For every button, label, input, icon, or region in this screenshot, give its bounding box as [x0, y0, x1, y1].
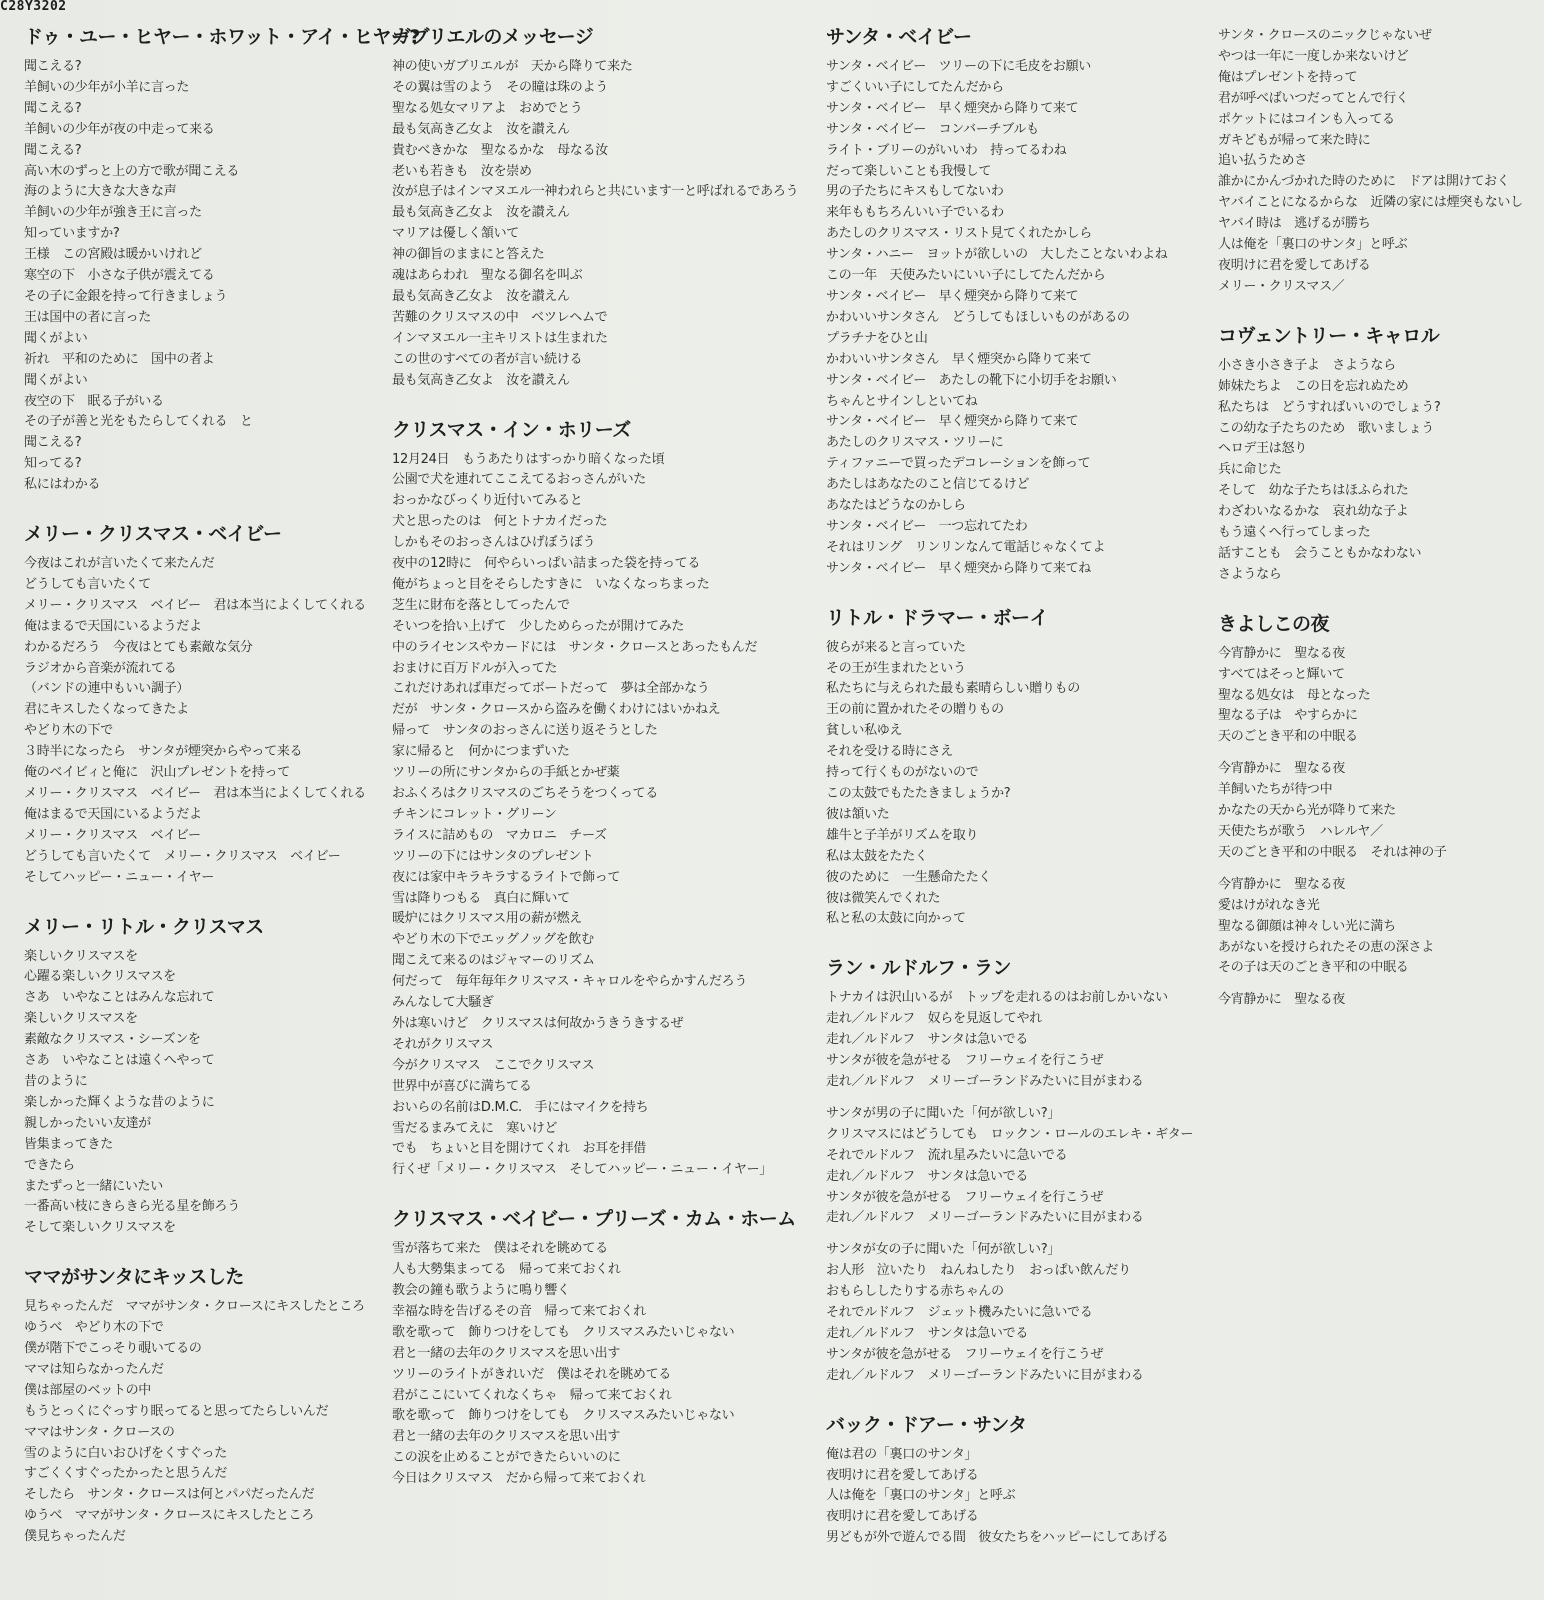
- lyric-line: ツリーのライトがきれいだ 僕はそれを眺めてる: [392, 1366, 672, 1382]
- lyric-line: ポケットにはコインも入ってる: [1218, 111, 1395, 127]
- song-block: [24, 1266, 384, 1548]
- lyric-line: もうとっくにぐっすり眠ってると思ってたらしいんだ: [24, 1403, 329, 1419]
- song-title: サンタ・ベイビー: [826, 26, 972, 48]
- lyric-line: （バンドの連中もいい調子）: [24, 681, 190, 697]
- lyric-line: 羊飼いの少年が夜の中走って来る: [24, 121, 215, 137]
- lyric-line: この涙を止めることができたらいいのに: [392, 1450, 621, 1466]
- song-block: [392, 419, 802, 1182]
- lyric-line: さあ いやなことはみんな忘れて: [24, 990, 215, 1006]
- lyric-line: 魂はあらわれ 聖なる御名を叫ぶ: [392, 268, 583, 284]
- lyric-line: 私たちは どうすればいいのでしょう?: [1218, 399, 1441, 415]
- lyric-line: ヤバイことになるからな 近隣の家には煙突もないし: [1218, 195, 1523, 211]
- lyrics-column-3: [826, 26, 1196, 1576]
- lyric-line: 追い払うためさ: [1218, 153, 1307, 169]
- lyric-line: 王の前に置かれたその贈りもの: [826, 702, 1004, 718]
- lyric-line: 楽しかった輝くような昔のように: [24, 1094, 215, 1110]
- lyric-line: 小さき小さき子よ さようなら: [1218, 357, 1396, 373]
- lyric-line: おもらししたりする赤ちゃんの: [826, 1284, 1004, 1300]
- lyric-lines: [826, 1445, 1196, 1550]
- lyric-line: サンタが彼を急がせる フリーウェイを行こうぜ: [826, 1189, 1104, 1205]
- lyric-lines: [24, 57, 384, 496]
- lyric-line: サンタが彼を急がせる フリーウェイを行こうぜ: [826, 1053, 1104, 1069]
- lyric-lines: [24, 947, 384, 1240]
- lyric-line: 一番高い枝にきらきら光る星を飾ろう: [24, 1199, 240, 1215]
- lyric-line: 聞こえて来るのはジャマーのリズム: [392, 953, 595, 969]
- lyric-line: 君にキスしたくなってきたよ: [24, 702, 189, 718]
- lyric-line: そしたら サンタ・クロースは何とパパだったんだ: [24, 1487, 315, 1503]
- lyric-line: お人形 泣いたり ねんねしたり おっぱい飲んだり: [826, 1263, 1131, 1279]
- lyric-line: その子が善と光をもたらしてくれる と: [24, 414, 253, 430]
- lyric-line: サンタ・ハニー ヨットが欲しいの 大したことないわよね: [826, 247, 1168, 263]
- lyric-line: その子は天のごとき平和の中眠る: [1218, 960, 1409, 976]
- lyric-line: 貴むべきかな 聖なるかな 母なる汝: [392, 142, 608, 158]
- lyric-line: 帰って サンタのおっさんに送り返そうとした: [392, 723, 658, 739]
- lyric-line: 聞くがよい: [24, 330, 88, 346]
- lyric-line: 教会の鐘も歌うように鳴り響く: [392, 1283, 570, 1299]
- lyric-line: 海のように大きな大きな声: [24, 184, 177, 200]
- lyric-line: 見ちゃったんだ ママがサンタ・クロースにキスしたところ: [24, 1299, 365, 1315]
- lyric-line: わかるだろう 今夜はとても素敵な気分: [24, 639, 253, 655]
- lyric-line: ライト・ブリーのがいいわ 持ってるわね: [826, 142, 1067, 158]
- lyric-line: 聖なる御顔は神々しい光に満ち: [1218, 918, 1396, 934]
- lyric-lines: [24, 1297, 384, 1548]
- lyric-line: 聖なる子は やすらかに: [1218, 708, 1358, 724]
- lyric-line: おまけに百万ドルが入ってた: [392, 660, 558, 676]
- lyric-line: 僕は部屋のベットの中: [24, 1382, 152, 1398]
- lyric-line: さあ いやなことは遠くへやって: [24, 1053, 215, 1069]
- song-block: [24, 523, 384, 889]
- lyric-line: そいつを拾い上げて 少しためらったが開けてみた: [392, 618, 685, 634]
- lyric-line: 私は太鼓をたたく: [826, 848, 928, 864]
- lyric-line: そして楽しいクリスマスを: [24, 1220, 176, 1236]
- lyric-line: それはリング リンリンなんて電話じゃなくてよ: [826, 539, 1106, 555]
- lyric-line: 俺のベイビィと俺に 沢山プレゼントを持って: [24, 765, 290, 781]
- lyric-line: 何だって 毎年毎年クリスマス・キャロルをやらかすんだろう: [392, 974, 748, 990]
- lyric-line: それでルドルフ 流れ星みたいに急いでる: [826, 1147, 1068, 1163]
- lyric-line: しかもそのおっさんはひげぼうぼう: [392, 535, 596, 551]
- lyric-line: マリアは優しく頷いて: [392, 226, 520, 242]
- lyric-line: ヤバイ時は 逃げるが勝ち: [1218, 216, 1371, 232]
- lyric-line: どうしても言いたくて: [24, 576, 152, 592]
- lyric-line: 素敵なクリスマス・シーズンを: [24, 1032, 201, 1048]
- lyric-line: あたしはあなたのこと信じてるけど: [826, 477, 1030, 493]
- lyric-line: プラチナをひと山: [826, 330, 928, 346]
- lyric-line: 楽しいクリスマスを: [24, 1011, 138, 1027]
- song-title: メリー・クリスマス・ベイビー: [24, 523, 282, 546]
- song-title: クリスマス・ベイビー・プリーズ・カム・ホーム: [392, 1208, 796, 1231]
- song-title: ママがサンタにキッスした: [24, 1266, 244, 1289]
- lyric-line: これだけあれば車だってボートだって 夢は全部かなう: [392, 681, 710, 697]
- lyric-line: 今宵静かに 聖なる夜: [1218, 645, 1346, 661]
- lyric-line: だって楽しいことも我慢して: [826, 163, 992, 179]
- lyric-lines: [826, 988, 1196, 1386]
- lyric-line: そしてハッピー・ニュー・イヤー: [24, 869, 214, 885]
- lyric-line: 苦難のクリスマスの中 ベツレヘムで: [392, 309, 608, 325]
- song-title: リトル・ドラマー・ボーイ: [826, 606, 1049, 629]
- lyric-line: 彼のために 一生懸命たたく: [826, 869, 992, 885]
- lyric-lines: [826, 57, 1196, 580]
- lyric-line: 走れ／ルドルフ メリーゴーランドみたいに目がまわる: [826, 1210, 1144, 1226]
- lyric-line: ゆうべ ママがサンタ・クロースにキスしたところ: [24, 1508, 315, 1524]
- stanza-gap: [1218, 979, 1538, 990]
- lyric-line: 走れ／ルドルフ メリーゴーランドみたいに目がまわる: [826, 1367, 1144, 1383]
- lyric-line: 走れ／ルドルフ メリーゴーランドみたいに目がまわる: [826, 1073, 1144, 1089]
- lyric-line: 中のライセンスやカードには サンタ・クロースとあったもんだ: [392, 639, 758, 655]
- lyric-line: サンタ・ベイビー 早く煙突から降りて来てね: [826, 560, 1092, 576]
- lyric-line: サンタ・ベイビー 早く煙突から降りて来て: [826, 100, 1079, 116]
- lyric-line: 最も気高き乙女よ 汝を讃えん: [392, 121, 570, 137]
- lyric-line: サンタ・ベイビー 早く煙突から降りて来て: [826, 414, 1079, 430]
- lyric-line: 知っていますか?: [24, 226, 120, 242]
- lyric-line: ちゃんとサインしといてね: [826, 393, 978, 409]
- lyric-line: 人は俺を「裏口のサンタ」と呼ぶ: [826, 1488, 1016, 1504]
- lyric-lines: [392, 450, 802, 1182]
- lyric-line: 俺はまるで天国にいるようだよ: [24, 618, 202, 634]
- song-title: ラン・ルドルフ・ラン: [826, 957, 1012, 980]
- lyric-line: 王は国中の者に言った: [24, 309, 152, 325]
- lyric-line: 外は寒いけど クリスマスは何故かうきうきするぜ: [392, 1015, 684, 1031]
- lyric-line: 夜空の下 眠る子がいる: [24, 393, 164, 409]
- lyric-line: 世界中が喜びに満ちてる: [392, 1078, 532, 1094]
- lyric-line: みんなして大騒ぎ: [392, 995, 494, 1011]
- lyric-line: ツリーの下にはサンタのプレゼント: [392, 848, 594, 864]
- stanza-gap: [1218, 748, 1538, 759]
- lyric-line: 男どもが外で遊んでる間 彼女たちをハッピーにしてあげる: [826, 1530, 1169, 1546]
- lyric-line: ティファニーで買ったデコレーションを飾って: [826, 456, 1091, 472]
- lyric-line: 私たちに与えられた最も素晴らしい贈りもの: [826, 681, 1081, 697]
- lyric-line: ツリーの所にサンタからの手紙とかぜ薬: [392, 765, 620, 781]
- lyric-line: あたしのクリスマス・ツリーに: [826, 435, 1004, 451]
- lyric-line: サンタが男の子に聞いた「何が欲しい?」: [826, 1105, 1061, 1121]
- lyric-line: この世のすべての者が言い続ける: [392, 351, 583, 367]
- lyric-line: サンタ・クロースのニックじゃないぜ: [1218, 28, 1432, 43]
- lyric-line: 雪だるまみてえに 寒いけど: [392, 1120, 558, 1136]
- lyric-line: ３時半になったら サンタが煙突からやって来る: [24, 744, 303, 760]
- lyric-line: その子に金銀を持って行きましょう: [24, 288, 228, 304]
- lyric-line: 兵に命じた: [1218, 462, 1282, 478]
- lyric-line: 神の御旨のままにと答えた: [392, 247, 545, 263]
- lyric-line: 最も気高き乙女よ 汝を讃えん: [392, 288, 570, 304]
- lyric-line: もう遠くへ行ってしまった: [1218, 525, 1371, 541]
- lyric-line: ラジオから音楽が流れてる: [24, 660, 177, 676]
- lyric-line: チキンにコレット・グリーン: [392, 806, 557, 822]
- lyric-line: 今宵静かに 聖なる夜: [1218, 992, 1346, 1008]
- lyric-line: 羊飼いの少年が小羊に言った: [24, 79, 190, 95]
- lyric-lines: [826, 638, 1196, 931]
- lyric-line: またずっと一緒にいたい: [24, 1178, 163, 1194]
- lyric-lines: [392, 57, 802, 392]
- song-block: [392, 26, 802, 392]
- lyric-line: 夜明けに君を愛してあげる: [1218, 257, 1371, 273]
- song-title: バック・ドアー・サンタ: [826, 1413, 1027, 1436]
- lyric-line: この一年 天使みたいにいい子にしてたんだから: [826, 268, 1106, 284]
- lyric-line: ゆうべ やどり木の下で: [24, 1320, 164, 1336]
- lyric-line: メリー・クリスマス ベイビー 君は本当によくしてくれる: [24, 786, 366, 801]
- lyric-line: 人も大勢集まってる 帰って来ておくれ: [392, 1262, 621, 1278]
- lyric-line: どうしても言いたくて メリー・クリスマス ベイビー: [24, 848, 341, 864]
- song-block: [826, 607, 1196, 931]
- lyric-line: 僕見ちゃったんだ: [24, 1529, 126, 1545]
- lyric-line: あたしのクリスマス・リスト見てくれたかしら: [826, 226, 1092, 242]
- lyric-line: 今夜はこれが言いたくて来たんだ: [24, 556, 215, 572]
- song-title: メリー・リトル・クリスマス: [24, 915, 264, 938]
- lyric-line: 最も気高き乙女よ 汝を讃えん: [392, 372, 570, 388]
- lyric-line: 聞くがよい: [24, 372, 88, 388]
- lyric-line: 犬と思ったのは 何とトナカイだった: [392, 514, 608, 530]
- lyric-line: ヘロデ王は怒り: [1218, 441, 1307, 457]
- lyric-line: 走れ／ルドルフ サンタは急いでる: [826, 1032, 1029, 1048]
- lyric-line: ライスに詰めもの マカロニ チーズ: [392, 827, 607, 843]
- lyric-line: おふくろはクリスマスのごちそうをつくってる: [392, 786, 658, 801]
- lyric-line: やどり木の下で: [24, 723, 113, 739]
- lyric-line: 人は俺を「裏口のサンタ」と呼ぶ: [1218, 237, 1408, 253]
- lyric-line: 汝が息子はインマヌエル一神われらと共にいます一と呼ばれるであろう: [392, 184, 799, 200]
- lyric-line: 羊飼いたちが待つ中: [1218, 782, 1333, 798]
- lyric-lines: [24, 554, 384, 889]
- lyrics-column-2: [392, 26, 802, 1517]
- lyric-line: 老いも若きも 汝を崇め: [392, 163, 532, 179]
- lyric-line: やどり木の下でエッグノッグを飲む: [392, 932, 594, 948]
- lyric-line: 聞こえる?: [24, 435, 82, 451]
- lyric-line: 姉妹たちよ この日を忘れぬため: [1218, 378, 1409, 394]
- lyric-line: 今宵静かに 聖なる夜: [1218, 876, 1346, 892]
- lyric-line: メリー・クリスマス ベイビー: [24, 827, 201, 843]
- lyric-line: それでルドルフ ジェット機みたいに急いでる: [826, 1305, 1093, 1321]
- lyrics-column-1: [24, 26, 420, 1575]
- lyric-line: 君が呼べばいつだってとんで行く: [1218, 90, 1409, 106]
- lyric-line: サンタ・ベイビー ツリーの下に毛皮をお願い: [826, 59, 1092, 74]
- song-block: [24, 26, 420, 496]
- lyric-line: 皆集まってきた: [24, 1136, 113, 1152]
- lyric-line: メリー・クリスマス／: [1218, 278, 1345, 294]
- lyric-line: 夜明けに君を愛してあげる: [826, 1467, 979, 1483]
- lyric-line: 彼は頷いた: [826, 806, 890, 822]
- lyric-line: この幼な子たちのため 歌いましょう: [1218, 420, 1434, 436]
- lyric-line: 今宵静かに 聖なる夜: [1218, 761, 1346, 777]
- lyric-line: 聞こえる?: [24, 142, 82, 158]
- lyric-line: 祈れ 平和のために 国中の者よ: [24, 351, 215, 367]
- lyric-line: 夜中の12時に 何やらいっぱい詰まった袋を持ってる: [392, 556, 701, 572]
- song-block: [24, 916, 384, 1240]
- lyric-line: インマヌエル一主キリストは生まれた: [392, 330, 608, 346]
- lyric-line: 寒空の下 小さな子供が震えてる: [24, 268, 215, 284]
- lyric-line: それを受ける時にさえ: [826, 744, 954, 760]
- lyric-line: サンタ・ベイビー コンバーチブルも: [826, 121, 1039, 137]
- lyric-line: その翼は雪のよう その瞳は珠のよう: [392, 79, 608, 95]
- lyric-line: サンタ・ベイビー 一つ忘れてたわ: [826, 518, 1028, 534]
- lyric-line: 僕が階下でこっそり覗いてるの: [24, 1341, 202, 1357]
- lyric-line: すごくくすぐったかったと思うんだ: [24, 1466, 227, 1482]
- lyric-line: 持って行くものがないので: [826, 765, 979, 781]
- lyric-line: 愛はけがれなき光: [1218, 897, 1320, 913]
- lyric-line: 雪は降りつもる 真白に輝いて: [392, 890, 570, 906]
- lyric-line: サンタが女の子に聞いた「何が欲しい?」: [826, 1242, 1061, 1258]
- lyric-line: サンタ・ベイビー 早く煙突から降りて来て: [826, 288, 1079, 304]
- lyrics-column-4: [1218, 26, 1538, 1038]
- lyric-line: 聖なる処女は 母となった: [1218, 687, 1371, 703]
- lyric-line: すべてはそっと輝いて: [1218, 666, 1345, 682]
- lyric-line: 聞こえる?: [24, 59, 82, 74]
- lyric-line: ママは知らなかったんだ: [24, 1361, 164, 1377]
- lyric-line: あがないを授けられたその恵の深さよ: [1218, 939, 1434, 955]
- song-title: クリスマス・イン・ホリーズ: [392, 418, 631, 441]
- lyric-line: 君と一緒の去年のクリスマスを思い出す: [392, 1345, 621, 1361]
- lyric-line: わざわいなるかな 哀れ幼な子よ: [1218, 504, 1409, 520]
- lyric-line: おっかなびっくり近付いてみると: [392, 493, 583, 509]
- lyric-line: 雪のように白いおひげをくすぐった: [24, 1445, 227, 1461]
- lyric-line: 君と一緒の去年のクリスマスを思い出す: [392, 1429, 621, 1445]
- lyric-line: できたら: [24, 1157, 75, 1173]
- lyric-line: やつは一年に一度しか来ないけど: [1218, 48, 1409, 64]
- song-block: [1218, 325, 1538, 586]
- lyric-line: 走れ／ルドルフ 奴らを見返してやれ: [826, 1011, 1042, 1027]
- stanza-gap: [826, 1229, 1196, 1240]
- lyric-line: 話すことも 会うこともかなわない: [1218, 545, 1422, 561]
- lyric-line: ママはサンタ・クロースの: [24, 1424, 175, 1440]
- song-block: [1218, 613, 1538, 1012]
- lyric-line: 男の子たちにキスもしてないわ: [826, 184, 1004, 200]
- lyric-line: 俺は君の「裏口のサンタ」: [826, 1446, 978, 1462]
- song-title: きよしこの夜: [1218, 612, 1330, 635]
- lyric-line: サンタが彼を急がせる フリーウェイを行こうぜ: [826, 1346, 1104, 1362]
- lyric-line: 知ってる?: [24, 456, 82, 472]
- lyric-line: すごくいい子にしてたんだから: [826, 79, 1004, 95]
- lyric-line: 天のごとき平和の中眠る それは神の子: [1218, 844, 1447, 860]
- song-block: [826, 1414, 1196, 1550]
- catalog-number: C28Y3202: [0, 0, 67, 14]
- lyric-line: 今日はクリスマス だから帰って来ておくれ: [392, 1471, 646, 1487]
- lyric-line: そして 幼な子たちはほふられた: [1218, 483, 1409, 499]
- lyric-line: かわいいサンタさん どうしてもほしいものがあるの: [826, 309, 1130, 325]
- lyric-line: 芝生に財布を落としてったんで: [392, 597, 570, 613]
- lyric-line: その王が生まれたという: [826, 660, 966, 676]
- lyric-line: 行くぜ「メリー・クリスマス そしてハッピー・ニュー・イヤー」: [392, 1162, 772, 1178]
- lyric-line: 歌を歌って 飾りつけをしても クリスマスみたいじゃない: [392, 1324, 735, 1340]
- song-block: [392, 1208, 802, 1490]
- lyric-line: 走れ／ルドルフ サンタは急いでる: [826, 1325, 1029, 1341]
- lyric-line: この太鼓でもたたきましょうか?: [826, 786, 1011, 801]
- lyric-line: 私と私の太鼓に向かって: [826, 911, 966, 927]
- lyric-line: 彼らが来ると言っていた: [826, 639, 966, 655]
- lyric-line: 楽しいクリスマスを: [24, 948, 138, 964]
- lyric-line: 彼は微笑んでくれた: [826, 890, 941, 906]
- lyric-line: メリー・クリスマス ベイビー 君は本当によくしてくれる: [24, 597, 366, 613]
- lyric-line: 来年ももちろんいい子でいるわ: [826, 205, 1004, 221]
- lyric-lines: [1218, 644, 1538, 1012]
- lyric-line: さようなら: [1218, 566, 1282, 582]
- lyric-line: トナカイは沢山いるが トップを走れるのはお前しかいない: [826, 990, 1168, 1006]
- song-title: ガブリエルのメッセージ: [392, 26, 594, 48]
- lyric-line: 聖なる処女マリアよ おめでとう: [392, 100, 583, 116]
- lyric-line: 最も気高き乙女よ 汝を讃えん: [392, 205, 570, 221]
- lyric-line: 天のごとき平和の中眠る: [1218, 729, 1358, 745]
- lyric-lines: [392, 1239, 802, 1490]
- lyric-line: 夜には家中キラキラするライトで飾って: [392, 869, 621, 885]
- lyric-line: 雪が落ちて来た 僕はそれを眺めてる: [392, 1241, 608, 1257]
- lyric-line: あなたはどうなのかしら: [826, 498, 966, 514]
- lyric-line: 歌を歌って 飾りつけをしても クリスマスみたいじゃない: [392, 1408, 735, 1424]
- lyric-line: 昔のように: [24, 1073, 88, 1089]
- lyric-line: 私にはわかる: [24, 477, 101, 493]
- lyric-line: かなたの天から光が降りて来た: [1218, 803, 1396, 819]
- stanza-gap: [1218, 864, 1538, 875]
- lyric-line: 家に帰ると 何かにつまずいた: [392, 744, 570, 760]
- lyric-line: 俺がちょっと目をそらしたすきに いなくなっちまった: [392, 576, 710, 592]
- lyric-line: かわいいサンタさん 早く煙突から降りて来て: [826, 351, 1092, 367]
- lyric-line: だが サンタ・クロースから盗みを働くわけにはいかねえ: [392, 702, 721, 718]
- lyric-line: 王様 この宮殿は暖かいけれど: [24, 247, 202, 263]
- song-block: [826, 957, 1196, 1386]
- lyric-line: 誰かにかんづかれた時のために ドアは開けておく: [1218, 174, 1510, 190]
- lyric-lines: [1218, 26, 1538, 298]
- lyric-line: 夜明けに君を愛してあげる: [826, 1509, 979, 1525]
- lyric-line: 雄牛と子羊がリズムを取り: [826, 827, 979, 843]
- stanza-gap: [826, 1093, 1196, 1104]
- lyric-line: 走れ／ルドルフ サンタは急いでる: [826, 1168, 1029, 1184]
- lyric-line: 貧しい私ゆえ: [826, 723, 903, 739]
- lyric-line: でも ちょいと目を開けてくれ お耳を拝借: [392, 1141, 647, 1157]
- song-title: ドゥ・ユー・ヒヤー・ホワット・アイ・ヒヤー?: [24, 26, 420, 48]
- lyric-line: ガキどもが帰って来た時に: [1218, 132, 1371, 148]
- song-title: コヴェントリー・キャロル: [1218, 324, 1440, 347]
- lyric-line: 親しかったいい友達が: [24, 1115, 152, 1131]
- lyric-line: 幸福な時を告げるその音 帰って来ておくれ: [392, 1303, 647, 1319]
- lyric-line: おいらの名前はD.M.C. 手にはマイクを持ち: [392, 1099, 649, 1115]
- lyric-line: 俺はまるで天国にいるようだよ: [24, 806, 202, 822]
- song-block: [1218, 26, 1538, 298]
- lyric-line: それがクリスマス: [392, 1036, 494, 1052]
- lyric-line: クリスマスにはどうしても ロックン・ロールのエレキ・ギター: [826, 1126, 1194, 1142]
- lyric-line: 今がクリスマス ここでクリスマス: [392, 1057, 595, 1073]
- song-block: [826, 26, 1196, 580]
- lyric-line: 暖炉にはクリスマス用の薪が燃え: [392, 911, 582, 927]
- lyric-line: 心躍る楽しいクリスマスを: [24, 969, 176, 985]
- lyric-line: 天使たちが歌う ハレルヤ／: [1218, 824, 1383, 839]
- lyric-line: 聞こえる?: [24, 100, 82, 116]
- lyric-line: 君がここにいてくれなくちゃ 帰って来ておくれ: [392, 1387, 672, 1403]
- lyric-line: 12月24日 もうあたりはすっかり暗くなった頃: [392, 451, 665, 467]
- lyric-line: 羊飼いの少年が強き王に言った: [24, 205, 202, 221]
- lyric-lines: [1218, 356, 1538, 586]
- lyric-line: 公園で犬を連れてここえてるおっさんがいた: [392, 472, 647, 488]
- lyric-line: 俺はプレゼントを持って: [1218, 69, 1358, 85]
- lyric-line: サンタ・ベイビー あたしの靴下に小切手をお願い: [826, 372, 1117, 388]
- lyric-line: 高い木のずっと上の方で歌が聞こえる: [24, 163, 240, 179]
- lyric-line: 神の使いガブリエルが 天から降りて来た: [392, 59, 633, 74]
